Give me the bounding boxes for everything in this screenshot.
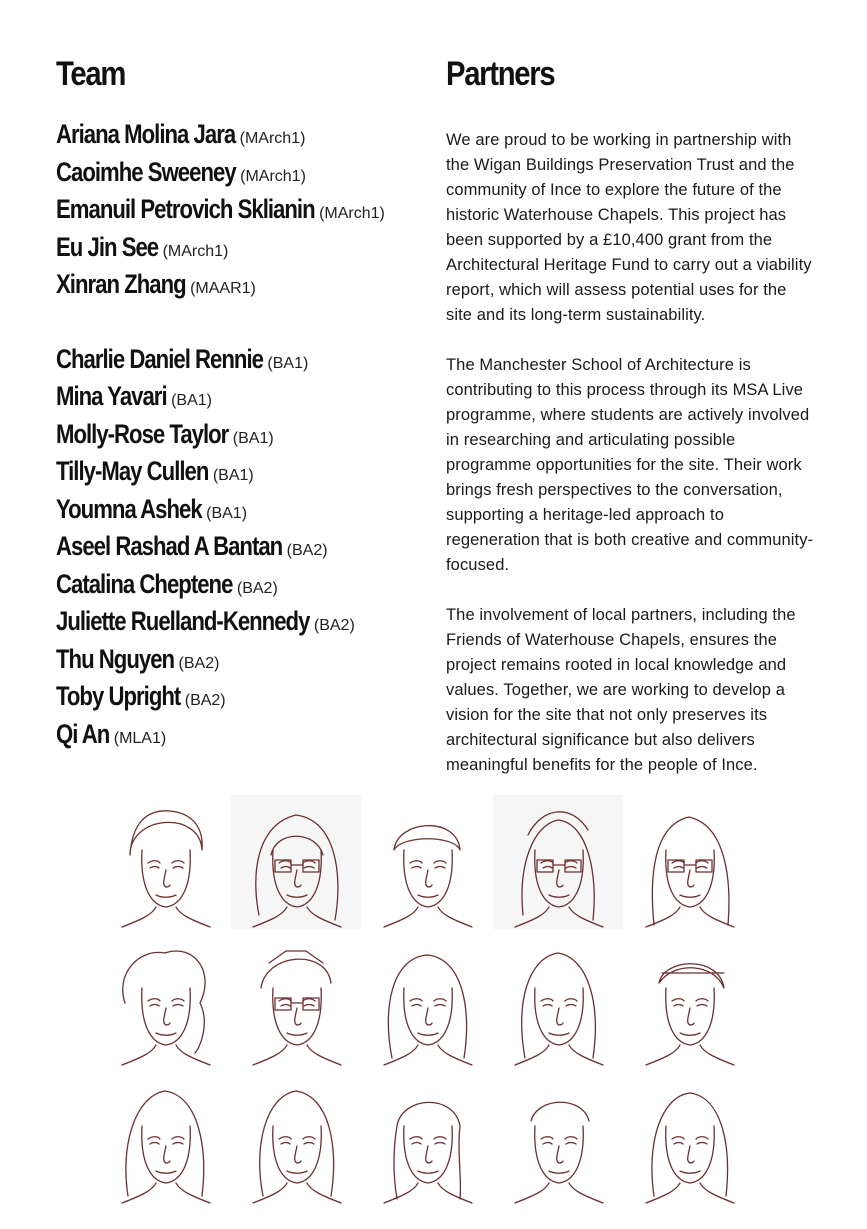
team-member bbox=[56, 266, 426, 304]
member-name: Toby Upright bbox=[56, 681, 181, 711]
portrait-sketch bbox=[362, 933, 492, 1067]
team-member bbox=[56, 566, 426, 604]
partners-paragraph: The Manchester School of Architecture is contributing to this process through its MSA Live programme, where students are actively involved in researching and articulating possible programme opportunities for the site. Their work brings fresh perspectives to the conversation, supporting a heritage-led approach to regeneration that is both creative and community-focused. bbox=[446, 356, 814, 574]
member-course: (MLA1) bbox=[113, 729, 167, 747]
team-list-undergraduate bbox=[56, 341, 426, 754]
team-member bbox=[56, 154, 426, 192]
portrait-grid bbox=[90, 795, 790, 1210]
member-name: Xinran Zhang bbox=[56, 269, 186, 299]
team-section bbox=[56, 50, 426, 753]
team-member bbox=[56, 641, 426, 679]
team-member bbox=[56, 378, 426, 416]
portrait-sketch bbox=[362, 795, 492, 929]
portrait-sketch bbox=[231, 1071, 361, 1205]
member-name: Ariana Molina Jara bbox=[56, 119, 236, 149]
portrait-sketch bbox=[493, 933, 623, 1067]
partners-paragraph: We are proud to be working in partnership with the Wigan Buildings Preservation Trust and the community of Ince to explore the future of the historic Waterhouse Chapels. This project has been supported by a £10,400 grant from the Architectural Heritage Fund to carry out a viability report, which will assess potential uses for the site and its long-term sustainability. bbox=[446, 131, 812, 324]
member-course: (BA1) bbox=[212, 467, 254, 484]
portrait-sketch bbox=[493, 795, 623, 929]
team-list-masters bbox=[56, 116, 426, 304]
portrait-sketch bbox=[231, 933, 361, 1067]
member-course: (BA2) bbox=[184, 692, 226, 709]
team-member bbox=[56, 453, 426, 491]
member-name: Emanuil Petrovich Sklianin bbox=[56, 194, 315, 224]
member-name: Charlie Daniel Rennie bbox=[56, 343, 263, 374]
member-name: Qi An bbox=[56, 718, 110, 749]
team-member bbox=[56, 116, 426, 154]
member-name: Aseel Rashad A Bantan bbox=[56, 531, 283, 561]
team-member bbox=[56, 191, 426, 229]
member-course: (BA1) bbox=[171, 392, 212, 409]
member-name: Molly-Rose Taylor bbox=[56, 418, 229, 449]
member-course: (BA2) bbox=[178, 654, 220, 672]
team-heading: Team bbox=[56, 55, 126, 93]
portrait-sketch bbox=[493, 1071, 623, 1205]
member-name: Eu Jin See bbox=[56, 231, 159, 262]
member-course: (BA2) bbox=[313, 617, 355, 634]
member-name: Tilly-May Cullen bbox=[56, 456, 209, 486]
portrait-sketch bbox=[231, 795, 361, 929]
team-member bbox=[56, 528, 426, 566]
team-member bbox=[56, 341, 426, 379]
portrait-sketch bbox=[624, 933, 754, 1067]
member-course: (BA1) bbox=[267, 354, 309, 372]
partners-paragraph: The involvement of local partners, including the Friends of Waterhouse Chapels, ensures the project remains rooted in local knowledge and values. Together, we are working to develop a vision for the site that not only preserves its architectural significance but also delivers meaningful benefits for the people of Ince. bbox=[446, 606, 796, 774]
portrait-sketch bbox=[624, 1071, 754, 1205]
member-course: (BA1) bbox=[206, 504, 248, 522]
portrait-sketch bbox=[624, 795, 754, 929]
member-name: Catalina Cheptene bbox=[56, 568, 233, 599]
portrait-sketch bbox=[100, 1071, 230, 1205]
member-name: Youmna Ashek bbox=[56, 493, 202, 524]
member-name: Thu Nguyen bbox=[56, 643, 175, 674]
team-member bbox=[56, 678, 426, 716]
member-course: (MArch1) bbox=[240, 167, 306, 185]
portrait-sketch bbox=[100, 933, 230, 1067]
partners-section bbox=[446, 50, 816, 803]
team-member bbox=[56, 491, 426, 529]
member-course: (MArch1) bbox=[319, 205, 385, 222]
member-course: (BA2) bbox=[286, 542, 328, 559]
member-course: (MArch1) bbox=[239, 130, 306, 147]
team-member bbox=[56, 229, 426, 267]
member-name: Mina Yavari bbox=[56, 381, 167, 411]
member-course: (MAAR1) bbox=[190, 280, 256, 297]
team-member bbox=[56, 416, 426, 454]
member-course: (BA1) bbox=[232, 429, 274, 447]
team-member bbox=[56, 603, 426, 641]
member-course: (BA2) bbox=[236, 579, 278, 597]
member-name: Caoimhe Sweeney bbox=[56, 156, 236, 187]
team-member bbox=[56, 716, 426, 754]
member-course: (MArch1) bbox=[162, 242, 229, 260]
partners-heading: Partners bbox=[446, 55, 555, 93]
portrait-sketch bbox=[362, 1071, 492, 1205]
portrait-sketch bbox=[100, 795, 230, 929]
member-name: Juliette Ruelland-Kennedy bbox=[56, 606, 310, 636]
